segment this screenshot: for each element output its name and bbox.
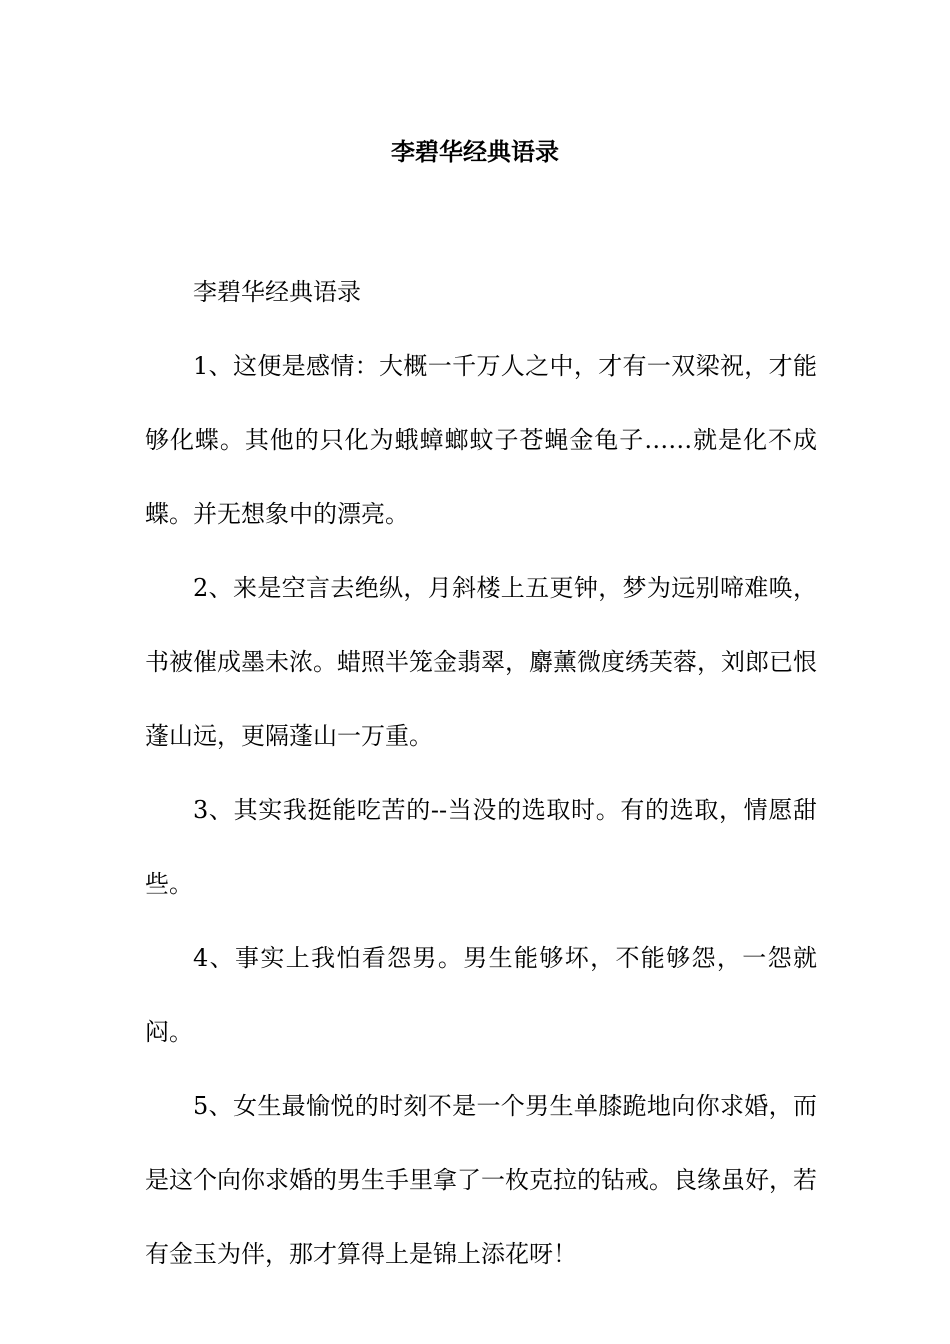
quote-paragraph-4: 4、事实上我怕看怨男。男生能够坏，不能够怨，一怨就闷。 [145,944,817,1046]
document-title: 李碧华经典语录 [391,137,559,166]
body-heading: 李碧华经典语录 [193,278,361,306]
document-body [145,255,817,1291]
quote-paragraph-2: 2、来是空言去绝纵，月斜楼上五更钟，梦为远别啼难唤，书被催成墨未浓。蜡照半笼金翡翠，麝薰微度绣芙蓉，刘郎已恨蓬山远，更隔蓬山一万重。 [145,574,817,750]
quote-paragraph-3: 3、其实我挺能吃苦的--当没的选取时。有的选取，情愿甜些。 [145,796,817,898]
quote-paragraph-1: 1、这便是感情：大概一千万人之中，才有一双梁祝，才能够化蝶。其他的只化为蛾蟑螂蚊子苍蝇金龟子……就是化不成蝶。并无想象中的漂亮。 [145,352,817,528]
quote-paragraph-5: 5、女生最愉悦的时刻不是一个男生单膝跪地向你求婚，而是这个向你求婚的男生手里拿了一枚克拉的钻戒。良缘虽好，若有金玉为伴，那才算得上是锦上添花呀！ [145,1092,817,1268]
